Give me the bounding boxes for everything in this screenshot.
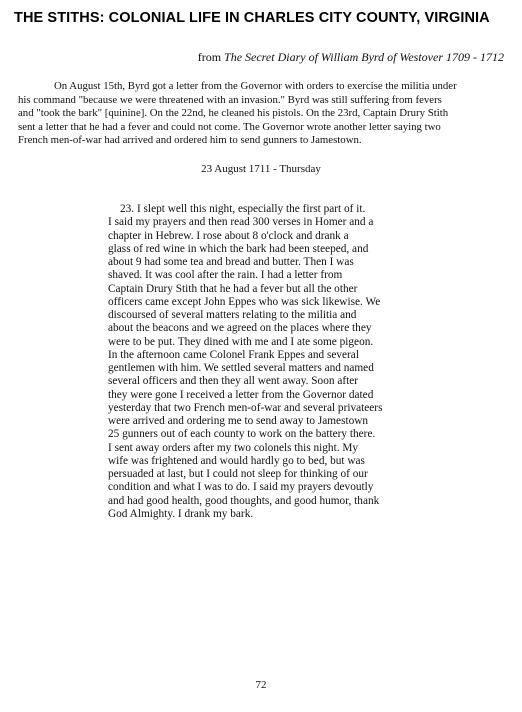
source-prefix: from [197, 50, 225, 64]
diary-line: 25 gunners out of each county to work on the battery there. [108, 428, 376, 441]
diary-line: 23. I slept well this night, especially the first part of it. [120, 203, 366, 215]
diary-line: about the beacons and we agreed on the places where they [108, 322, 372, 335]
intro-paragraph [18, 80, 506, 148]
diary-line: several officers and then they all went away. Soon after [108, 375, 359, 388]
source-citation [198, 50, 504, 65]
diary-entry-heading: 23 August 1711 - Thursday [201, 163, 321, 175]
diary-line: condition and what I was to do. I said my prayers devoutly [108, 481, 374, 494]
diary-line: God Almighty. I drank my bark. [108, 507, 254, 520]
diary-entry-text [108, 203, 420, 521]
diary-line: discoursed of several matters relating to the militia and [108, 309, 357, 321]
diary-line: I sent away orders after my two colonels this night. My [108, 441, 359, 454]
diary-line: yesterday that two French men-of-war and several privateers [108, 401, 383, 414]
diary-line: officers came except John Eppes who was sick likewise. We [108, 295, 381, 308]
diary-line: chapter in Hebrew. I rose about 8 o'clock and drank a [108, 229, 349, 242]
diary-line: Captain Drury Stith that he had a fever but all the other [108, 282, 358, 295]
diary-line: wife was frightened and would hardly go to bed, but was [108, 454, 365, 467]
page-title: THE STITHS: COLONIAL LIFE IN CHARLES CITY COUNTY, VIRGINIA [14, 10, 490, 26]
page-number: 72 [255, 679, 267, 691]
diary-line: In the afternoon came Colonel Frank Eppes and several [108, 348, 359, 361]
source-book-title: The Secret Diary of William Byrd of Westover 1709 - 1712 [224, 50, 504, 64]
diary-line: persuaded at last, but I could not sleep for thinking of our [108, 468, 368, 480]
diary-line: gentlemen with him. We settled several matters and named [108, 362, 374, 374]
diary-line: were arrived and ordering me to send away to Jamestown [108, 415, 369, 427]
intro-line: and "took the bark" [quinine]. On the 22nd, he cleaned his pistols. On the 23rd, Captain Drury Stith [18, 107, 449, 120]
intro-line: sent a letter that he had a fever and could not come. The Governor wrote another letter saying two [18, 120, 441, 133]
diary-line: they were gone I received a letter from the Governor dated [108, 388, 374, 401]
diary-line: about 9 had some tea and bread and butter. Then I was [108, 256, 354, 268]
intro-line: On August 15th, Byrd got a letter from the Governor with orders to exercise the militia under [54, 80, 457, 92]
intro-line: his command "because we were threatened with an invasion." Byrd was still suffering from fevers [18, 93, 442, 106]
intro-line: French men-of-war had arrived and ordered him to send gunners to Jamestown. [18, 134, 362, 147]
diary-line: were to be put. They dined with me and I ate some pigeon. [108, 335, 374, 348]
diary-line: and had good health, good thoughts, and good humor, thank [108, 494, 380, 507]
diary-line: shaved. It was cool after the rain. I had a letter from [108, 269, 343, 282]
diary-line: I said my prayers and then read 300 verses in Homer and a [108, 216, 374, 229]
diary-line: glass of red wine in which the bark had been steeped, and [108, 242, 369, 255]
